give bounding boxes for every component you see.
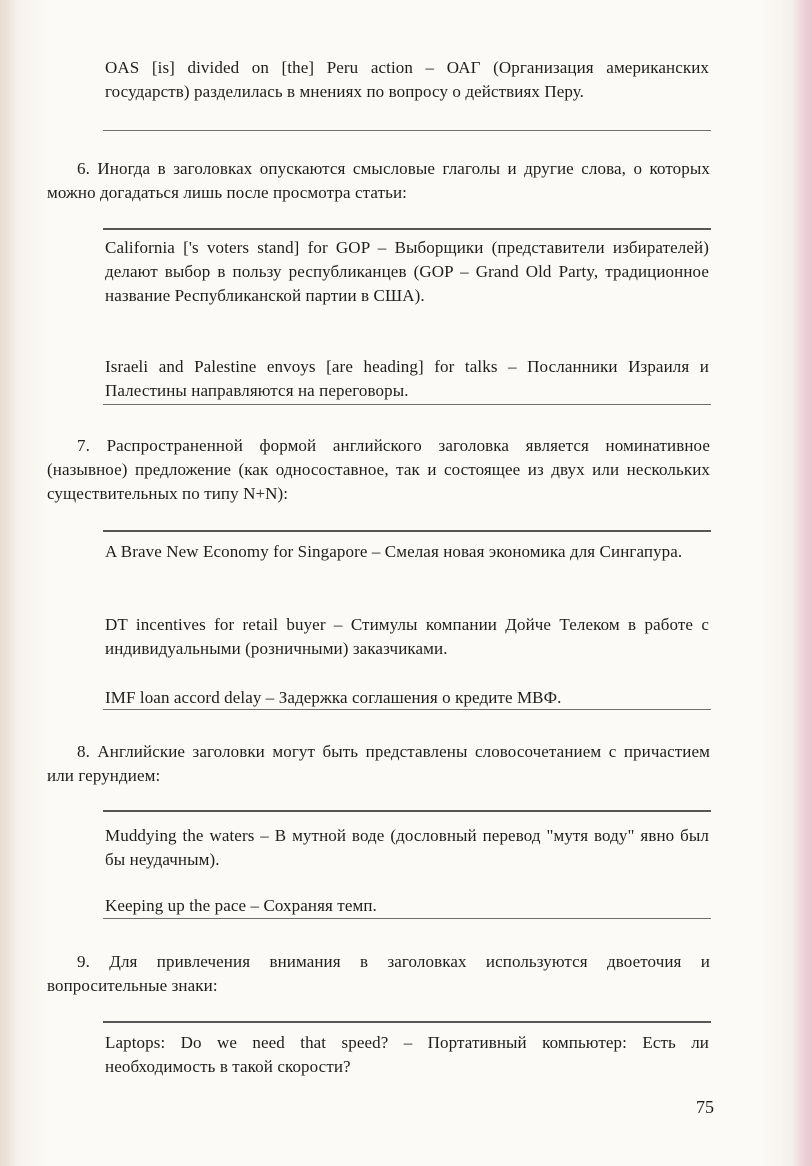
paragraph-8: 8. Английские заголовки могут быть представлены словосочетанием с причастием или герундием:: [47, 742, 710, 785]
example-block-bottom-rule: [103, 404, 711, 405]
example-block-bottom-rule: [103, 918, 711, 919]
page-number: 75: [696, 1097, 714, 1117]
example-block-top-rule: [103, 228, 711, 230]
example-laptops-headline: Laptops: Do we need that speed? – Портативный компьютер: Есть ли необходимость в такой скорости?: [105, 1033, 709, 1076]
example-oas-headline: OAS [is] divided on [the] Peru action – ОАГ (Организация американских государств) разделилась в мнениях по вопросу о действиях Перу.: [105, 58, 709, 101]
example-brave-new-economy-headline: A Brave New Economy for Singapore – Смелая новая экономика для Сингапура.: [105, 542, 683, 561]
example-block-top-rule: [103, 810, 711, 812]
page-right-shadow: [792, 0, 812, 1166]
paragraph-9: 9. Для привлечения внимания в заголовках используются двоеточия и вопросительные знаки:: [47, 952, 710, 995]
example-california-headline: California ['s voters stand] for GOP – Выборщики (представители избирателей) делают выбор в пользу республиканцев (GOP – Grand Old Party, традиционное название Республиканской партии в США).: [105, 238, 709, 305]
example-block-top-rule: [103, 530, 711, 532]
paragraph-7: 7. Распространенной формой английского заголовка является номинативное (назывное) предложение (как односоставное, так и состоящее из двух или нескольких существительных по типу N+N):: [47, 436, 710, 503]
example-block-bottom-rule: [103, 709, 711, 710]
example-block-top-rule: [103, 1021, 711, 1023]
example-muddying-waters-headline: Muddying the waters – В мутной воде (дословный перевод "мутя воду" явно был бы неудачным).: [105, 826, 709, 869]
page-left-shadow: [0, 0, 16, 1166]
example-dt-incentives-headline: DT incentives for retail buyer – Стимулы компании Дойче Телеком в работе с индивидуальными (розничными) заказчиками.: [105, 615, 709, 658]
example-imf-loan-headline: IMF loan accord delay – Задержка соглашения о кредите МВФ.: [105, 688, 562, 707]
example-block-bottom-rule: [103, 130, 711, 131]
example-israeli-headline: Israeli and Palestine envoys [are heading] for talks – Посланники Израиля и Палестины направляются на переговоры.: [105, 357, 709, 400]
paragraph-6: 6. Иногда в заголовках опускаются смысловые глаголы и другие слова, о которых можно догадаться лишь после просмотра статьи:: [47, 159, 710, 202]
example-keeping-pace-headline: Keeping up the pace – Сохраняя темп.: [105, 896, 377, 915]
